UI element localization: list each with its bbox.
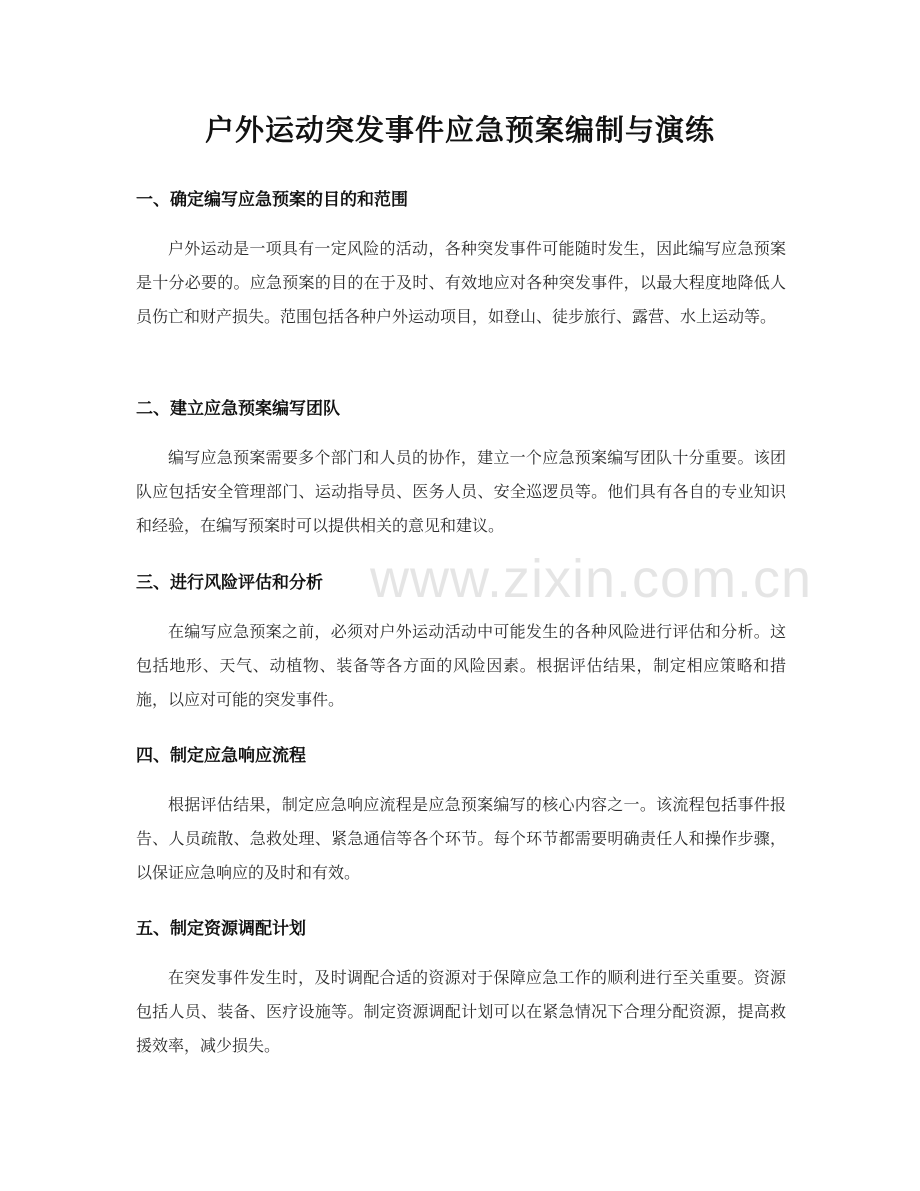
section-resource-plan — [136, 917, 786, 1063]
section-body: 根据评估结果，制定应急响应流程是应急预案编写的核心内容之一。该流程包括事件报告、人员疏散、急救处理、紧急通信等各个环节。每个环节都需要明确责任人和操作步骤，以保证应急响应的及时和有效。 — [136, 795, 786, 882]
section-heading: 五、制定资源调配计划 — [136, 919, 306, 939]
section-response-process — [136, 744, 786, 890]
section-heading: 四、制定应急响应流程 — [136, 746, 306, 766]
section-body: 编写应急预案需要多个部门和人员的协作，建立一个应急预案编写团队十分重要。该团队应包括安全管理部门、运动指导员、医务人员、安全巡逻员等。他们具有各自的专业知识和经验，在编写预案时可以提供相关的意见和建议。 — [136, 448, 786, 535]
watermark: www.zixin.com.cn — [370, 549, 813, 609]
section-body: 在编写应急预案之前，必须对户外运动活动中可能发生的各种风险进行评估和分析。这包括地形、天气、动植物、装备等各方面的风险因素。根据评估结果，制定相应策略和措施，以应对可能的突发事件。 — [136, 622, 786, 709]
section-body: 户外运动是一项具有一定风险的活动，各种突发事件可能随时发生，因此编写应急预案是十分必要的。应急预案的目的在于及时、有效地应对各种突发事件，以最大程度地降低人员伤亡和财产损失。范围包括各种户外运动项目，如登山、徒步旅行、露营、水上运动等。 — [136, 239, 786, 326]
document-title: 户外运动突发事件应急预案编制与演练 — [204, 113, 715, 147]
section-risk-assessment — [136, 571, 786, 717]
section-heading: 一、确定编写应急预案的目的和范围 — [136, 190, 408, 210]
section-body: 在突发事件发生时，及时调配合适的资源对于保障应急工作的顺利进行至关重要。资源包括人员、装备、医疗设施等。制定资源调配计划可以在紧急情况下合理分配资源，提高救援效率，减少损失。 — [136, 968, 786, 1055]
section-team — [136, 397, 786, 543]
section-heading: 三、进行风险评估和分析 — [136, 573, 323, 593]
section-heading: 二、建立应急预案编写团队 — [136, 399, 340, 419]
section-purpose-scope — [136, 188, 786, 334]
